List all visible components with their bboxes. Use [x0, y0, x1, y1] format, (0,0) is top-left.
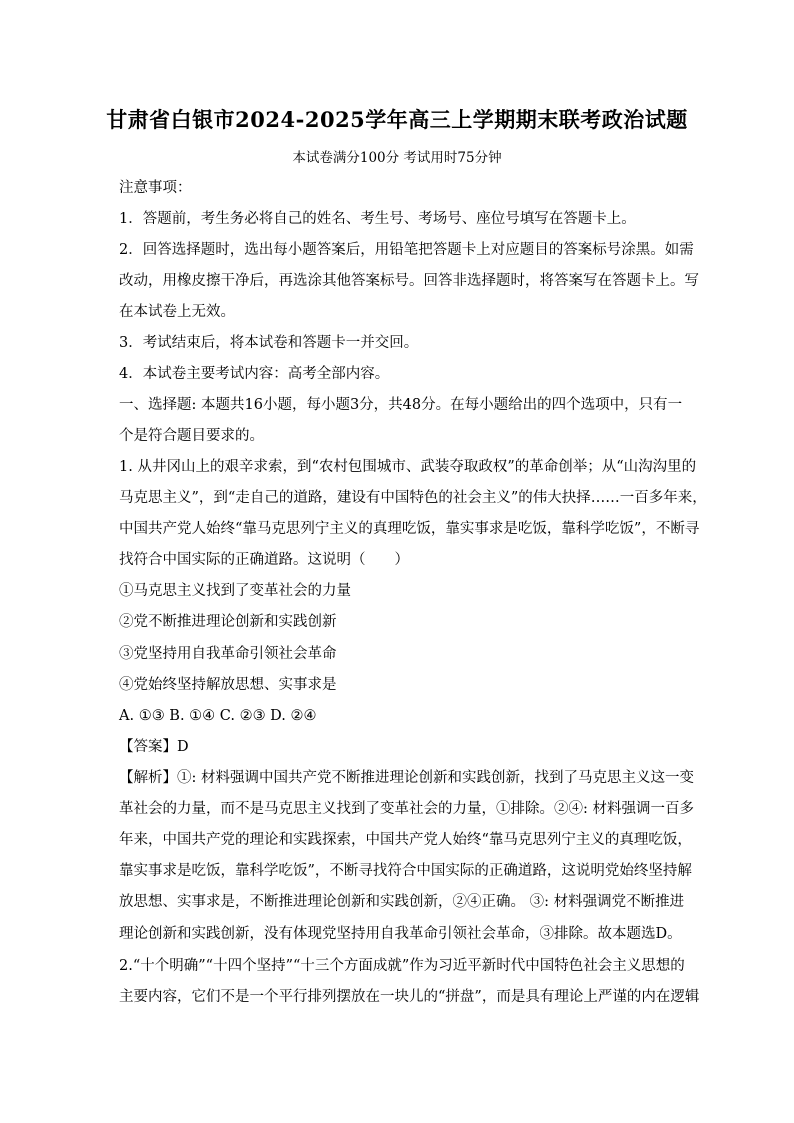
notice-item: 3．考试结束后，将本试卷和答题卡一并交回。 — [119, 335, 419, 351]
statement-4: ④党始终坚持解放思想、实事求是 — [119, 677, 337, 693]
notice-item: 4．本试卷主要考试内容：高考全部内容。 — [119, 366, 390, 382]
question-1-stem: 找符合中国实际的正确道路。这说明（ ） — [119, 552, 409, 568]
analysis: 理论创新和实践创新，没有体现党坚持用自我革命引领社会革命，③排除。故本题选D。 — [119, 926, 682, 942]
statement-2: ②党不断推进理论创新和实践创新 — [119, 614, 337, 630]
statement-1: ①马克思主义找到了变革社会的力量 — [119, 583, 351, 599]
section-heading: 一、选择题: 本题共16小题，每小题3分，共48分。在每小题给出的四个选项中，只有一 — [119, 397, 683, 413]
statement-3: ③党坚持用自我革命引领社会革命 — [119, 646, 337, 662]
analysis: 放思想、实事求是，不断推进理论创新和实践创新，②④正确。 ③: 材料强调党不断推进 — [119, 894, 685, 910]
section-heading-continued: 个是符合题目要求的。 — [119, 428, 264, 444]
answer-options: A. ①③ B. ①④ C. ②③ D. ②④ — [119, 708, 317, 724]
question-1-stem: 马克思主义”，到“走自己的道路，建设有中国特色的社会主义”的伟大抉择……一百多年来， — [119, 490, 707, 506]
analysis: 靠实事求是吃饭，靠科学吃饭”，不断寻找符合中国实际的正确道路，这说明党始终坚持解 — [119, 863, 692, 879]
answer-key: 【答案】D — [119, 739, 189, 755]
question-1-stem: 1. 从井冈山上的艰辛求索，到“农村包围城市、武装夺取政权”的革命创举；从“山沟沟里的 — [119, 459, 697, 475]
notice-item: 1．答题前，考生务必将自己的姓名、考生号、考场号、座位号填写在答题卡上。 — [119, 211, 636, 227]
question-2-stem: 2.“十个明确”“十四个坚持”“十三个方面成就”作为习近平新时代中国特色社会主义思想的 — [119, 958, 685, 974]
analysis: 革社会的力量，而不是马克思主义找到了变革社会的力量，①排除。②④: 材料强调一百多 — [119, 801, 694, 817]
notice-heading: 注意事项： — [119, 180, 192, 196]
analysis: 【解析】①: 材料强调中国共产党不断推进理论创新和实践创新，找到了马克思主义这一变 — [119, 770, 694, 786]
analysis: 年来，中国共产党的理论和实践探索，中国共产党人始终“靠马克思列宁主义的真理吃饭， — [119, 832, 692, 848]
notice-item: 2．回答选择题时，选出每小题答案后，用铅笔把答题卡上对应题目的答案标号涂黑。如需 — [119, 242, 694, 258]
question-2-stem: 主要内容，它们不是一个平行排列摆放在一块儿的“拼盘”，而是具有理论上严谨的内在逻辑 — [119, 989, 700, 1005]
exam-info: 本试卷满分100分 考试用时75分钟 — [292, 150, 502, 166]
page-title: 甘肃省白银市2024-2025学年高三上学期期末联考政治试题 — [106, 107, 688, 132]
question-1-stem: 中国共产党人始终“靠马克思列宁主义的真理吃饭，靠实事求是吃饭，靠科学吃饭”，不断寻 — [119, 521, 700, 537]
notice-item-continued: 改动，用橡皮擦干净后，再选涂其他答案标号。回答非选择题时，将答案写在答题卡上。写 — [119, 273, 699, 289]
notice-item-continued: 在本试卷上无效。 — [119, 304, 235, 320]
